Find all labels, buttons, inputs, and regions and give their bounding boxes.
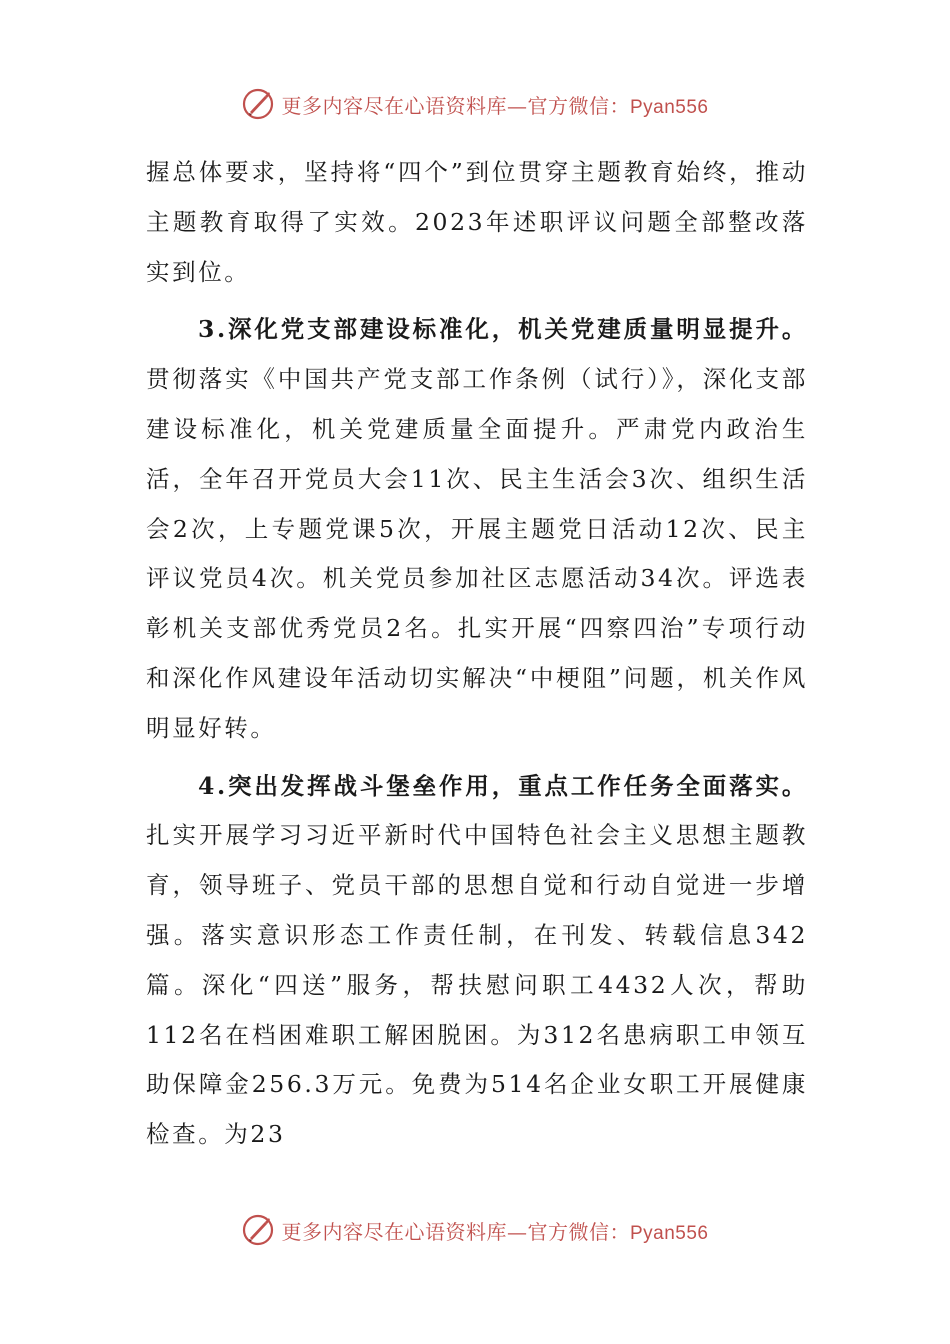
paragraph-section-3: [146, 305, 808, 753]
document-body: [146, 148, 808, 1160]
header-watermark: [0, 84, 950, 124]
watermark-label: 更多内容尽在心语资料库—官方微信：: [281, 93, 630, 118]
paragraph-text: 扎实开展学习习近平新时代中国特色社会主义思想主题教育，领导班子、党员干部的思想自觉和行动自觉进一步增强。落实意识形态工作责任制，在刊发、转载信息342篇。深化“四送”服务，帮扶慰问职工4432人次，帮助112名在档困难职工解困脱困。为312名患病职工申领互助保障金256.3万元。免费为514名企业女职工开展健康检查。为23: [146, 821, 808, 1149]
watermark-wechat-id: Pyan556: [629, 96, 709, 118]
watermark-text: [281, 1216, 708, 1245]
pen-quill-logo-icon: [241, 1213, 275, 1247]
section-3-heading: 3.深化党支部建设标准化，机关党建质量明显提升。: [198, 315, 808, 344]
watermark-text: [281, 90, 708, 119]
footer-watermark: [0, 1210, 950, 1250]
paragraph-text: 贯彻落实《中国共产党支部工作条例（试行）》，深化支部建设标准化，机关党建质量全面提升。严肃党内政治生活，全年召开党员大会11次、民主生活会3次、组织生活会2次，上专题党课5次，开展主题党日活动12次、民主评议党员4次。机关党员参加社区志愿活动34次。评选表彰机关支部优秀党员2名。扎实开展“四察四治”专项行动和深化作风建设年活动切实解决“中梗阻”问题，机关作风明显好转。: [146, 365, 808, 742]
watermark-label: 更多内容尽在心语资料库—官方微信：: [281, 1219, 630, 1244]
watermark-wechat-id: Pyan556: [629, 1222, 709, 1244]
pen-quill-logo-icon: [241, 87, 275, 121]
paragraph-text: 握总体要求，坚持将“四个”到位贯穿主题教育始终，推动主题教育取得了实效。2023年述职评议问题全部整改落实到位。: [146, 158, 808, 286]
section-4-heading: 4.突出发挥战斗堡垒作用，重点工作任务全面落实。: [198, 771, 808, 800]
paragraph-section-4: [146, 762, 808, 1160]
paragraph-continued: [146, 148, 808, 297]
